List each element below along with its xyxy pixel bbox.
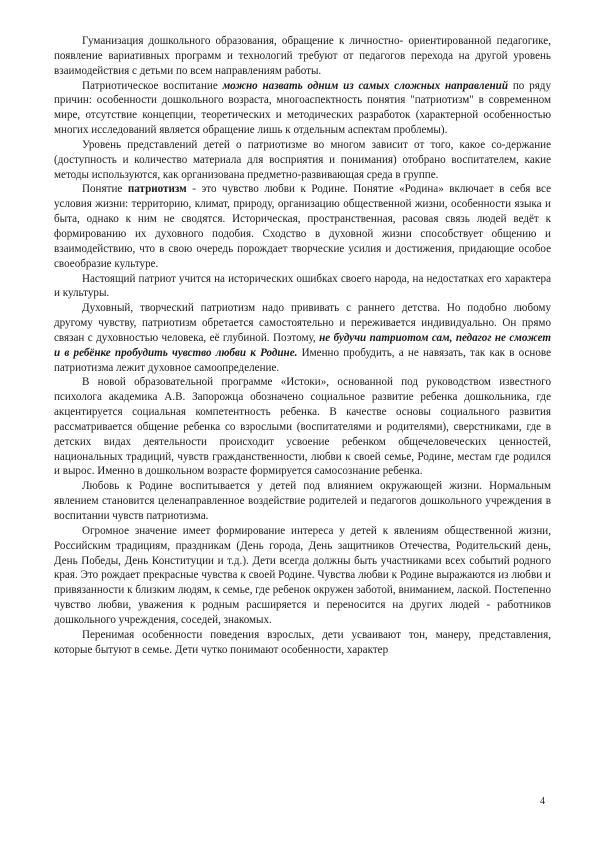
emphasis-text: не будучи патриотом сам, педагог не сможет и в ребёнке пробудить чувство любви к Родине.	[54, 331, 551, 359]
text-run: по ряду причин: особенности дошкольного возраста, многоаспектность понятия "патриотизм" в современном мире, отсутствие концепции, теоретических и методических разработок (характерной особенностью многих исследований является обращение лишь к отдельным аспектам проблемы).	[54, 79, 551, 137]
text-run: В новой образовательной программе «Истоки», основанной под руководством известного психолога академика А.В. Запорожца обозначено социальное развитие ребенка дошкольника, где акцентируется социальная компетентность ребенка. В качестве основы социального развития рассматривается общение ребенка со взрослыми (воспитателями и родителями), сверстниками, где в детских видах деятельности происходит усвоение ребенком общечеловеческих ценностей, национальных традиций, чувств гражданственности, любви к своей семье, Родине, местам где родился и вырос. Именно в дошкольном возрасте формируется самосознание ребенка.	[54, 376, 551, 478]
text-run: Перенимая особенности поведения взрослых, дети усваивают тон, манеру, представления, которые бытуют в семье. Дети чутко понимают особенности, характер	[54, 628, 551, 656]
paragraph	[54, 182, 551, 271]
text-run: Духовный, творческий патриотизм надо прививать с раннего детства. Но подобно любому другому чувству, патриотизм обретается самостоятельно и переживается индивидуально. Он прямо связан с духовностью человека, её глубиной. Поэтому,	[54, 302, 551, 344]
paragraph	[54, 524, 551, 628]
emphasis-text: можно назвать одним из самых сложных направлений	[222, 79, 509, 92]
body-text	[54, 34, 551, 657]
text-run: Понятие	[82, 183, 128, 196]
text-run: Уровень представлений детей о патриотизме во многом зависит от того, какое со-держание (доступность и количество материала для восприятия и понимания) отобрано воспитателем, какие методы используются, как организована предметно-развивающая среда в группе.	[54, 138, 551, 181]
page-number: 4	[540, 796, 545, 807]
paragraph	[54, 34, 551, 79]
paragraph	[54, 138, 551, 183]
text-run: Настоящий патриот учится на исторических ошибках своего народа, на недостатках его характера и культуры.	[54, 272, 551, 300]
paragraph	[54, 79, 551, 138]
paragraph	[54, 301, 551, 375]
bold-term: патриотизм	[127, 183, 187, 196]
text-run: Огромное значение имеет формирование интереса у детей к явлениям общественной жизни, Российским традициям, праздникам (День города, День защитников Отечества, Родительский день, День Победы, День Конституции и т.д.). Дети всегда должны быть участниками всех событий родного края. Это рождает прекрасные чувства к своей Родине. Чувства любви к Родине выражаются из любви и привязанности к близким людям, к семье, где ребенок окружен заботой, вниманием, лаской. Постепенно чувство любви, уважения к родным расширяется и переносится на других людей - работников дошкольного учреждения, соседей, знакомых.	[54, 524, 551, 626]
paragraph	[54, 272, 551, 302]
paragraph	[54, 479, 551, 524]
paragraph	[54, 628, 551, 658]
text-run: Патриотическое воспитание	[82, 79, 223, 92]
text-run: - это чувство любви к Родине. Понятие «Родина» включает в себя все условия жизни: территорию, климат, природу, организацию общественной жизни, особенности языка и быта, однако к ним не сводятся. Историческая, пространственная, расовая связь людей ведёт к формированию их духовного подобия. Сходство в духовной жизни способствует общению и взаимодействию, что в свою очередь порождает творческие усилия и достижения, придающие особое своеобразие культуре.	[54, 183, 551, 270]
text-run: Именно пробудить, а не навязать, так как в основе патриотизма лежит духовное самоопределение.	[54, 346, 551, 374]
text-run: Гуманизация дошкольного образования, обращение к личностно- ориентированной педагогике, появление вариативных программ и технологий требуют от педагогов перехода на другой уровень взаимодействия с детьми по всем направлениям работы.	[54, 35, 551, 77]
text-run: Любовь к Родине воспитывается у детей под влиянием окружающей жизни. Нормальным явлением становится целенаправленное воздействие родителей и педагогов дошкольного учреждения в воспитании чувств патриотизма.	[54, 480, 551, 522]
paragraph	[54, 375, 551, 479]
